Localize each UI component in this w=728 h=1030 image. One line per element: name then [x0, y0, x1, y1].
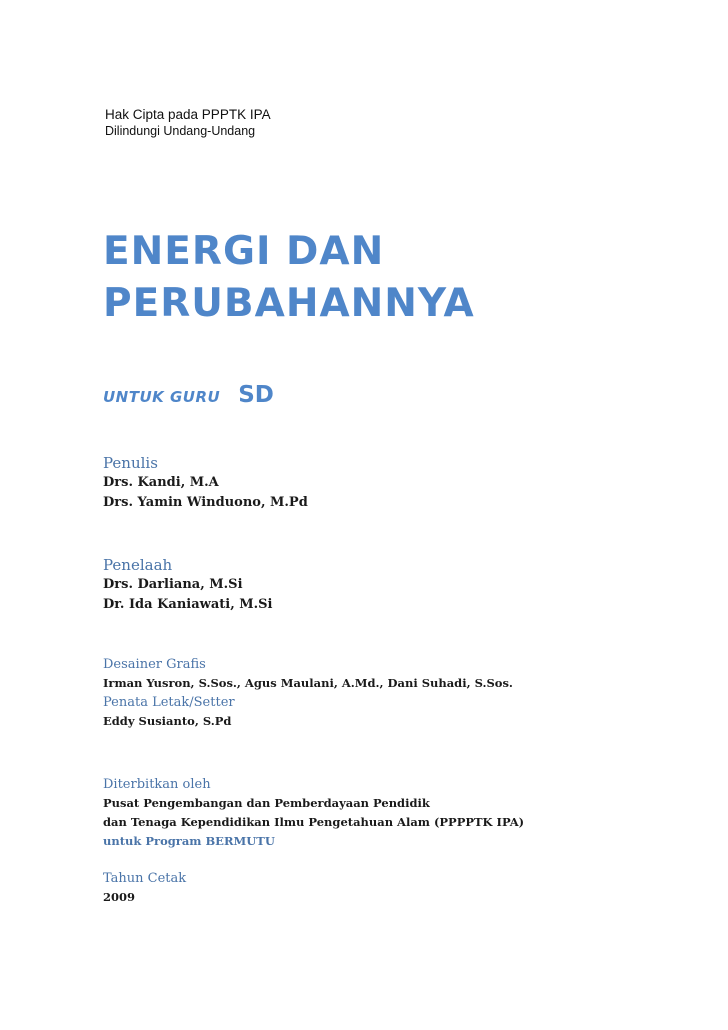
penulis-section: [103, 453, 308, 513]
subtitle-level: SD: [238, 382, 274, 408]
title-line-1: ENERGI DAN: [103, 229, 385, 274]
penelaah-section: [103, 555, 273, 615]
penerbit-line: dan Tenaga Kependidikan Ilmu Pengetahuan Alam (PPPPTK IPA): [103, 815, 525, 829]
penelaah-name: Drs. Darliana, M.Si: [103, 577, 243, 592]
penulis-label: Penulis: [103, 454, 158, 472]
penerbit-program: untuk Program BERMUTU: [103, 834, 275, 848]
desainer-names: Irman Yusron, S.Sos., Agus Maulani, A.Md., Dani Suhadi, S.Sos.: [103, 676, 513, 690]
penerbit-line: Pusat Pengembangan dan Pemberdayaan Pendidik: [103, 796, 430, 810]
penata-label: Penata Letak/Setter: [103, 695, 235, 710]
subtitle-audience: UNTUK GURU: [103, 388, 221, 406]
penerbit-label: Diterbitkan oleh: [103, 777, 211, 792]
penulis-name: Drs. Kandi, M.A: [103, 475, 219, 490]
tahun-label: Tahun Cetak: [103, 871, 187, 886]
title-line-2: PERUBAHANNYA: [103, 281, 475, 326]
desainer-label: Desainer Grafis: [103, 657, 206, 672]
protection-line: Dilindungi Undang-Undang: [105, 124, 256, 138]
penata-name: Eddy Susianto, S.Pd: [103, 714, 232, 728]
desainer-section: [103, 655, 513, 731]
tahun-value: 2009: [103, 890, 136, 904]
book-subtitle: [103, 382, 274, 408]
penerbit-section: [103, 775, 524, 851]
copyright-notice: [105, 106, 271, 140]
penelaah-label: Penelaah: [103, 556, 173, 574]
book-title: [103, 226, 475, 330]
tahun-section: [103, 869, 186, 907]
penelaah-name: Dr. Ida Kaniawati, M.Si: [103, 597, 273, 612]
copyright-line: Hak Cipta pada PPPTK IPA: [105, 107, 271, 122]
penulis-name: Drs. Yamin Winduono, M.Pd: [103, 495, 308, 510]
